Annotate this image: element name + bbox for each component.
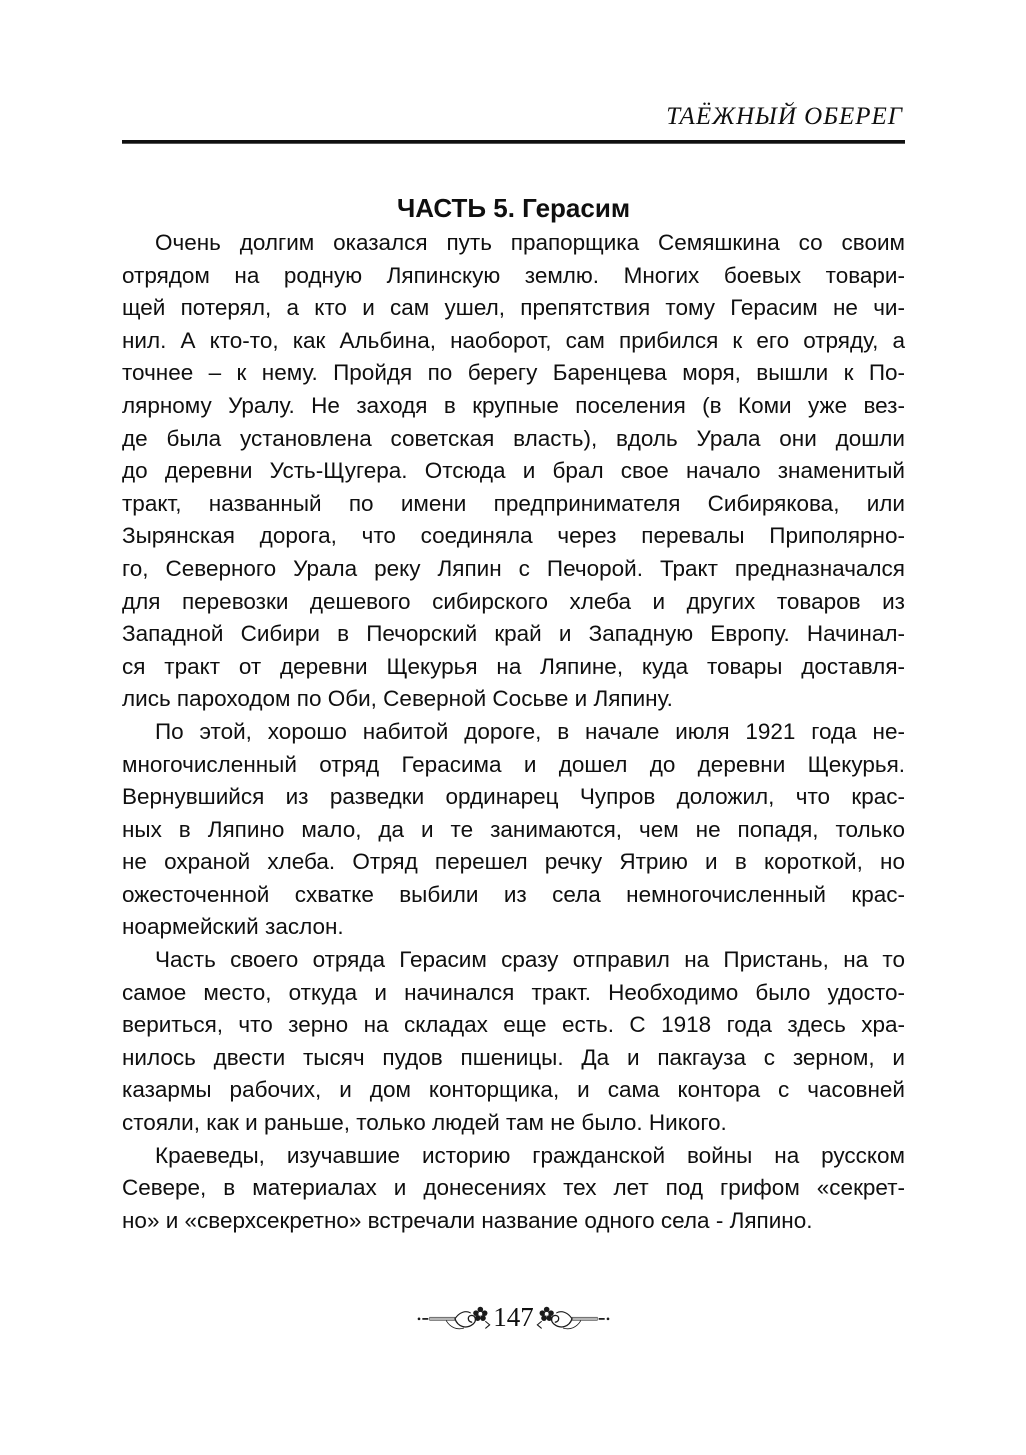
text-line: Западной Сибири в Печорский край и Западную Европу. Начинал- xyxy=(122,621,905,647)
text-line: отрядом на родную Ляпинскую землю. Многих боевых товари- xyxy=(122,262,905,288)
rosette-flower xyxy=(539,1306,553,1320)
text-line: ся тракт от деревни Щекурья на Ляпине, куда товары доставля- xyxy=(122,653,905,679)
text-line: нил. А кто-то, как Альбина, наоборот, сам прибился к его отряду, а xyxy=(122,327,905,353)
text-line: многочисленный отряд Герасима и дошел до деревни Щекурья. xyxy=(122,751,905,777)
text-line: Очень долгим оказался путь прапорщика Семяшкина со своим xyxy=(155,230,905,255)
text-line: Севере, в материалах и донесениях тех лет под грифом «секрет- xyxy=(122,1175,905,1201)
text-line: казармы рабочих, и дом конторщика, и сама контора с часовней xyxy=(122,1077,905,1103)
page-footer xyxy=(122,1297,905,1339)
text-line: Часть своего отряда Герасим сразу отправил на Пристань, на то xyxy=(155,947,905,973)
text-line: лись пароходом по Оби, Северной Сосьве и Ляпину. xyxy=(122,686,673,712)
text-line: вериться, что зерно на складах еще есть. С 1918 года здесь хра- xyxy=(122,1012,905,1038)
rosette-flower xyxy=(473,1306,487,1320)
paragraph xyxy=(122,944,905,1140)
text-line: го, Северного Урала реку Ляпин с Печорой. Тракт предназначался xyxy=(122,555,905,581)
text-line: не охраной хлеба. Отряд перешел речку Ятрию и в короткой, но xyxy=(122,849,905,875)
header-rule xyxy=(122,140,905,144)
text-line: точнее – к нему. Пройдя по берегу Баренцева моря, вышли к По- xyxy=(122,360,905,386)
text-line: ных в Ляпино мало, да и те занимаются, чем не попадя, только xyxy=(122,816,905,842)
text-line: щей потерял, а кто и сам ушел, препятствия тому Герасим не чи- xyxy=(122,295,905,321)
footer-flourish-left-icon xyxy=(417,1303,491,1334)
footer-flourish-right-icon xyxy=(536,1303,610,1334)
text-line: ноармейский заслон. xyxy=(122,914,344,940)
page-number: 147 xyxy=(493,1301,534,1332)
text-line: Вернувшийся из разведки ординарец Чупров доложил, что крас- xyxy=(122,784,905,810)
running-header-title: ТАЁЖНЫЙ ОБЕРЕГ xyxy=(666,103,903,130)
paragraph xyxy=(122,227,905,716)
text-line: де была установлена советская власть), вдоль Урала они дошли xyxy=(122,425,905,451)
text-line: Зырянская дорога, что соединяла через перевалы Приполярно- xyxy=(122,523,905,549)
text-line: ожесточенной схватке выбили из села немногочисленный крас- xyxy=(122,881,905,907)
text-line: стояли, как и раньше, только людей там не было. Никого. xyxy=(122,1110,727,1136)
running-header xyxy=(122,0,905,150)
text-line: самое место, откуда и начинался тракт. Необходимо было удосто- xyxy=(122,979,905,1005)
text-line: до деревни Усть-Щугера. Отсюда и брал свое начало знаменитый xyxy=(122,458,905,484)
chapter-title: ЧАСТЬ 5. Герасим xyxy=(396,193,631,223)
text-line: нилось двести тысяч пудов пшеницы. Да и пакгауза с зерном, и xyxy=(122,1044,905,1070)
paragraph xyxy=(122,716,905,944)
text-line: Краеведы, изучавшие историю гражданской войны на русском xyxy=(155,1142,905,1168)
text-line: По этой, хорошо набитой дороге, в начале июля 1921 года не- xyxy=(155,718,905,744)
paragraph xyxy=(122,1140,905,1238)
text-line: тракт, названный по имени предпринимателя Сибирякова, или xyxy=(122,490,905,516)
text-line: для перевозки дешевого сибирского хлеба и других товаров из xyxy=(122,588,905,614)
text-line: но» и «сверхсекретно» встречали название одного села - Ляпино. xyxy=(122,1207,813,1233)
text-line: лярному Уралу. Не заходя в крупные поселения (в Коми уже вез- xyxy=(122,392,905,418)
body-text xyxy=(122,227,905,1237)
